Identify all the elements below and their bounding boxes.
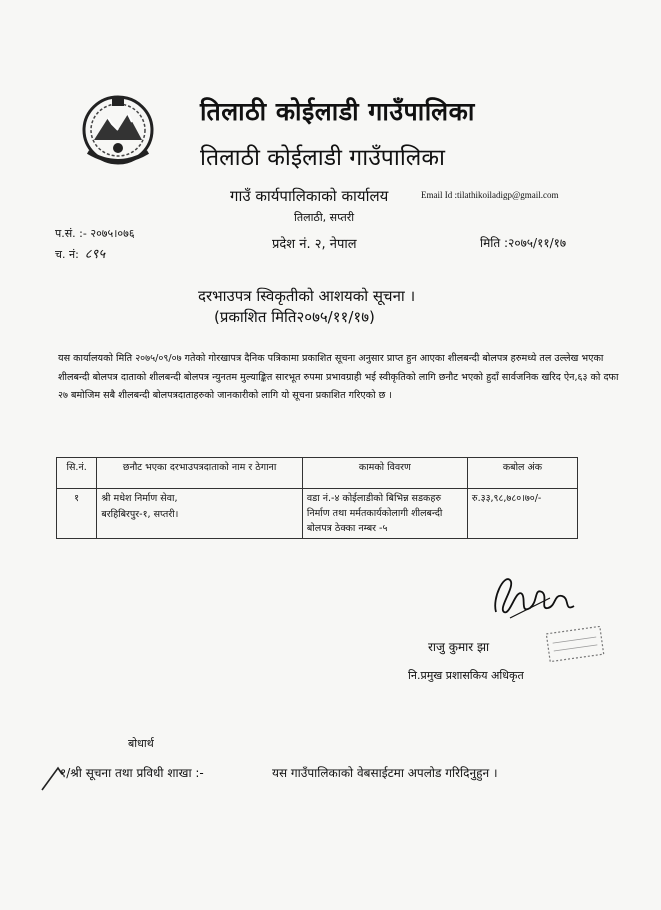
signer-designation: नि.प्रमुख प्रशासकिय अधिकृत — [408, 669, 524, 682]
bidder-address: बरहिबिरपुर-१, सप्तरी। — [101, 509, 179, 520]
office-stamp — [545, 626, 605, 662]
header-amount: कबोल अंक — [467, 458, 577, 489]
municipality-title-stylized: तिलाठी कोईलाडी गाउँपालिका — [200, 145, 445, 171]
nepal-emblem-icon — [78, 90, 158, 166]
info-label: बोधार्थ — [128, 737, 154, 750]
table-header-row — [57, 458, 578, 489]
header-serial: सि.नं. — [57, 458, 97, 489]
dispatch-number — [55, 244, 105, 262]
bid-table — [56, 457, 578, 539]
office-place: तिलाठी, सप्तरी — [294, 211, 355, 224]
office-province: प्रदेश नं. २, नेपाल — [272, 237, 357, 252]
dispatch-value: ८९५ — [84, 247, 106, 262]
email-address: Email Id :tilathikoiladigp@gmail.com — [421, 190, 559, 200]
header-work: कामको विवरण — [302, 458, 467, 489]
header-bidder: छनौट भएका दरभाउपत्रदाताको नाम र ठेगाना — [97, 458, 303, 489]
handwritten-signature — [490, 568, 590, 628]
letter-date: मिति :२०७५/११/१७ — [480, 236, 567, 250]
notice-published-date: (प्रकाशित मिति२०७५/११/१७) — [214, 308, 375, 326]
reference-number: प.सं. :- २०७५।०७६ — [55, 227, 135, 240]
notice-body: यस कार्यालयको मिति २०७५/०९/०७ गतेको गोरखापत्र दैनिक पत्रिकामा प्रकाशित सूचना अनुसार प्राप्त हुन आएका शीलबन्दी बोलपत्र हरुमध्ये तल उल्लेख भएका शीलबन्दी बोलपत्र दाताको शीलबन्दी बोलपत्र न्युनतम मुल्याङ्कित सारभूत रुपमा प्रभावग्राही भई स्वीकृतिको लागि छनौट भएको हुदाँ सार्वजनिक खरिद ऐन,६३ को दफा २७ बमोजिम सबै शीलबन्दी बोलपत्रदाताहरुको जानकारीको लागि यो सूचना प्रकाशित गरिएको छ । — [58, 353, 619, 401]
cell-work: वडा नं.-४ कोईलाडीको बिभिन्न सडकहरु निर्माण तथा मर्मतकार्यकोलागी शीलबन्दी बोलपत्र ठेक्का नम्बर -५ — [302, 489, 467, 539]
office-name: गाउँ कार्यपालिकाको कार्यालय — [230, 187, 389, 205]
info-item-label: १/श्री सूचना तथा प्रविधी शाखा :- — [60, 766, 204, 780]
notice-heading: दरभाउपत्र स्विकृतीको आशयको सूचना । — [198, 287, 416, 305]
cell-serial: १ — [57, 489, 97, 539]
cell-bidder — [97, 489, 303, 539]
info-item-text: यस गाउँपालिकाको वेबसाईटमा अपलोड गरिदिनुहुन । — [272, 766, 498, 780]
municipality-title: तिलाठी कोईलाडी गाउँपालिका — [200, 97, 475, 126]
signer-name: राजु कुमार झा — [428, 640, 490, 654]
dispatch-label: च. नं: — [55, 248, 79, 261]
bidder-name: श्री मधेश निर्माण सेवा, — [101, 493, 178, 504]
cell-amount: रु.३३,९८,७८०।७०/- — [467, 489, 577, 539]
table-row — [57, 489, 578, 539]
